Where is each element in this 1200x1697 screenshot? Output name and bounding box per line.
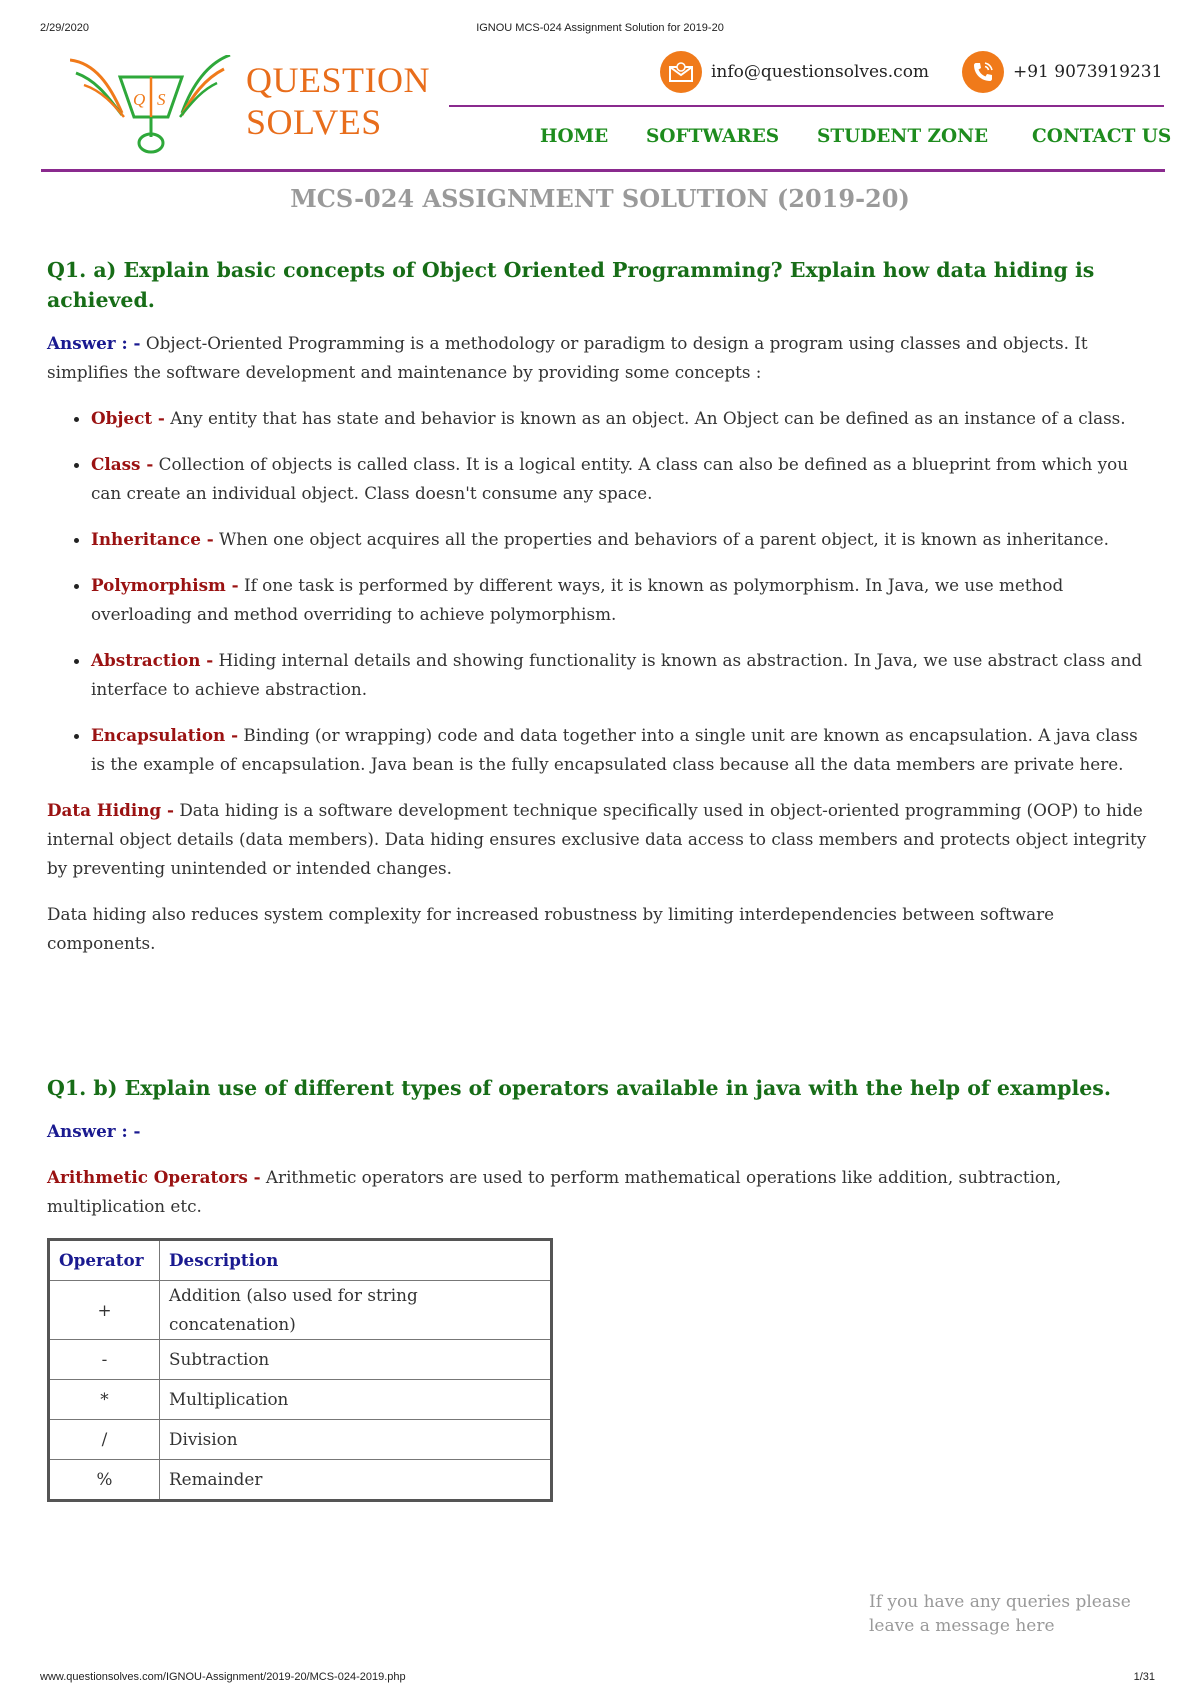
operator-cell: - (49, 1340, 160, 1380)
operator-cell: * (49, 1380, 160, 1420)
phone-icon (962, 51, 1004, 93)
answer-label: Answer : - (47, 1121, 141, 1141)
description-cell: Multiplication (160, 1380, 552, 1420)
logo-line-2: SOLVES (246, 102, 382, 142)
data-hiding-more: Data hiding also reduces system complexity for increased robustness by limiting interdependencies between software components. (47, 904, 1055, 953)
print-date: 2/29/2020 (40, 22, 89, 34)
nav-divider (449, 105, 1164, 107)
concept-object (91, 404, 1147, 433)
print-url: www.questionsolves.com/IGNOU-Assignment/2019-20/MCS-024-2019.php (40, 1671, 406, 1683)
logo-q: Q (133, 90, 146, 109)
concept-term: Abstraction - (91, 650, 214, 670)
section-spacer (47, 975, 1147, 1073)
table-row (49, 1340, 552, 1380)
email-text[interactable]: info@questionsolves.com (711, 62, 930, 82)
arithmetic-paragraph (47, 1163, 1147, 1221)
concept-text: Hiding internal details and showing functionality is known as abstraction. In Java, we use abstract class and interface to achieve abstraction. (91, 650, 1143, 699)
q1a-heading: Q1. a) Explain basic concepts of Object Oriented Programming? Explain how data hiding is achieved. (47, 258, 1095, 312)
print-header (0, 22, 1200, 40)
nav-softwares[interactable]: SOFTWARES (646, 126, 780, 147)
col-operator: Operator (49, 1240, 160, 1281)
header-divider (41, 169, 1165, 172)
concept-class (91, 450, 1147, 508)
nav-home[interactable]: HOME (540, 126, 609, 147)
logo-line-1: QUESTION (246, 60, 430, 100)
phone-text[interactable]: +91 9073919231 (1013, 62, 1163, 82)
concept-abstraction (91, 646, 1147, 704)
operator-cell: / (49, 1420, 160, 1460)
concept-term: Encapsulation - (91, 725, 239, 745)
table-row (49, 1380, 552, 1420)
q1b-answer (47, 1117, 1147, 1146)
arithmetic-label: Arithmetic Operators - (47, 1167, 261, 1187)
data-hiding-text: Data hiding is a software development technique specifically used in object-oriented programming (OOP) to hide internal object details (data members). Data hiding ensures exclusive data access to class members and protects object integrity by preventing unintended or intended changes. (47, 800, 1147, 878)
table-row (49, 1420, 552, 1460)
description-cell: Addition (also used for string concatenation) (160, 1281, 552, 1340)
table-header-row (49, 1240, 552, 1281)
logo-s: S (157, 90, 166, 109)
q1a-answer (47, 329, 1147, 387)
concept-term: Class - (91, 454, 154, 474)
answer-label: Answer : - (47, 333, 141, 353)
print-title: IGNOU MCS-024 Assignment Solution for 2019-20 (476, 22, 724, 34)
print-page-number: 1/31 (1133, 1671, 1155, 1683)
site-logo[interactable] (70, 55, 430, 160)
description-cell: Division (160, 1420, 552, 1460)
concept-polymorphism (91, 571, 1147, 629)
concept-text: Any entity that has state and behavior is known as an object. An Object can be defined as an instance of a class. (164, 408, 1126, 428)
page-title: MCS-024 ASSIGNMENT SOLUTION (2019-20) (290, 184, 910, 213)
concept-term: Inheritance - (91, 529, 214, 549)
concept-text: When one object acquires all the properties and behaviors of a parent object, it is known as inheritance. (213, 529, 1109, 549)
col-description: Description (160, 1240, 552, 1281)
table-row (49, 1281, 552, 1340)
article-body (47, 255, 1147, 1502)
logo-wordmark (246, 59, 430, 143)
concept-term: Polymorphism - (91, 575, 239, 595)
concept-text: If one task is performed by different ways, it is known as polymorphism. In Java, we use method overloading and method overriding to achieve polymorphism. (91, 575, 1064, 624)
concept-text: Binding (or wrapping) code and data together into a single unit are known as encapsulation. A java class is the example of encapsulation. Java bean is the fully encapsulated class because all the data members are private here. (91, 725, 1138, 774)
operator-cell: + (49, 1281, 160, 1340)
concept-encapsulation (91, 721, 1147, 779)
oop-concepts-list (47, 404, 1147, 779)
concept-inheritance (91, 525, 1147, 554)
contact-phone[interactable] (962, 50, 1162, 94)
print-footer (0, 1671, 1200, 1689)
logo-emblem-icon (70, 55, 240, 160)
description-cell: Subtraction (160, 1340, 552, 1380)
contact-email[interactable] (660, 50, 929, 94)
operators-table (47, 1238, 553, 1502)
nav-student-zone[interactable]: STUDENT ZONE (817, 126, 989, 147)
table-row (49, 1460, 552, 1501)
answer-text: Object-Oriented Programming is a methodology or paradigm to design a program using classes and objects. It simplifies the software development and maintenance by providing some concepts : (47, 333, 1088, 382)
data-hiding-label: Data Hiding - (47, 800, 174, 820)
concept-text: Collection of objects is called class. It is a logical entity. A class can also be defined as a blueprint from which you can create an individual object. Class doesn't consume any space. (91, 454, 1129, 503)
data-hiding-paragraph (47, 796, 1147, 883)
email-icon (660, 51, 702, 93)
concept-term: Object - (91, 408, 165, 428)
q1b-heading: Q1. b) Explain use of different types of operators available in java with the help of examples. (47, 1076, 1111, 1100)
nav-contact-us[interactable]: CONTACT US (1032, 126, 1172, 147)
description-cell: Remainder (160, 1460, 552, 1501)
arithmetic-text: Arithmetic operators are used to perform mathematical operations like addition, subtraction, multiplication etc. (47, 1167, 1062, 1216)
message-widget[interactable]: If you have any queries please leave a message here (869, 1592, 1131, 1636)
operator-cell: % (49, 1460, 160, 1501)
